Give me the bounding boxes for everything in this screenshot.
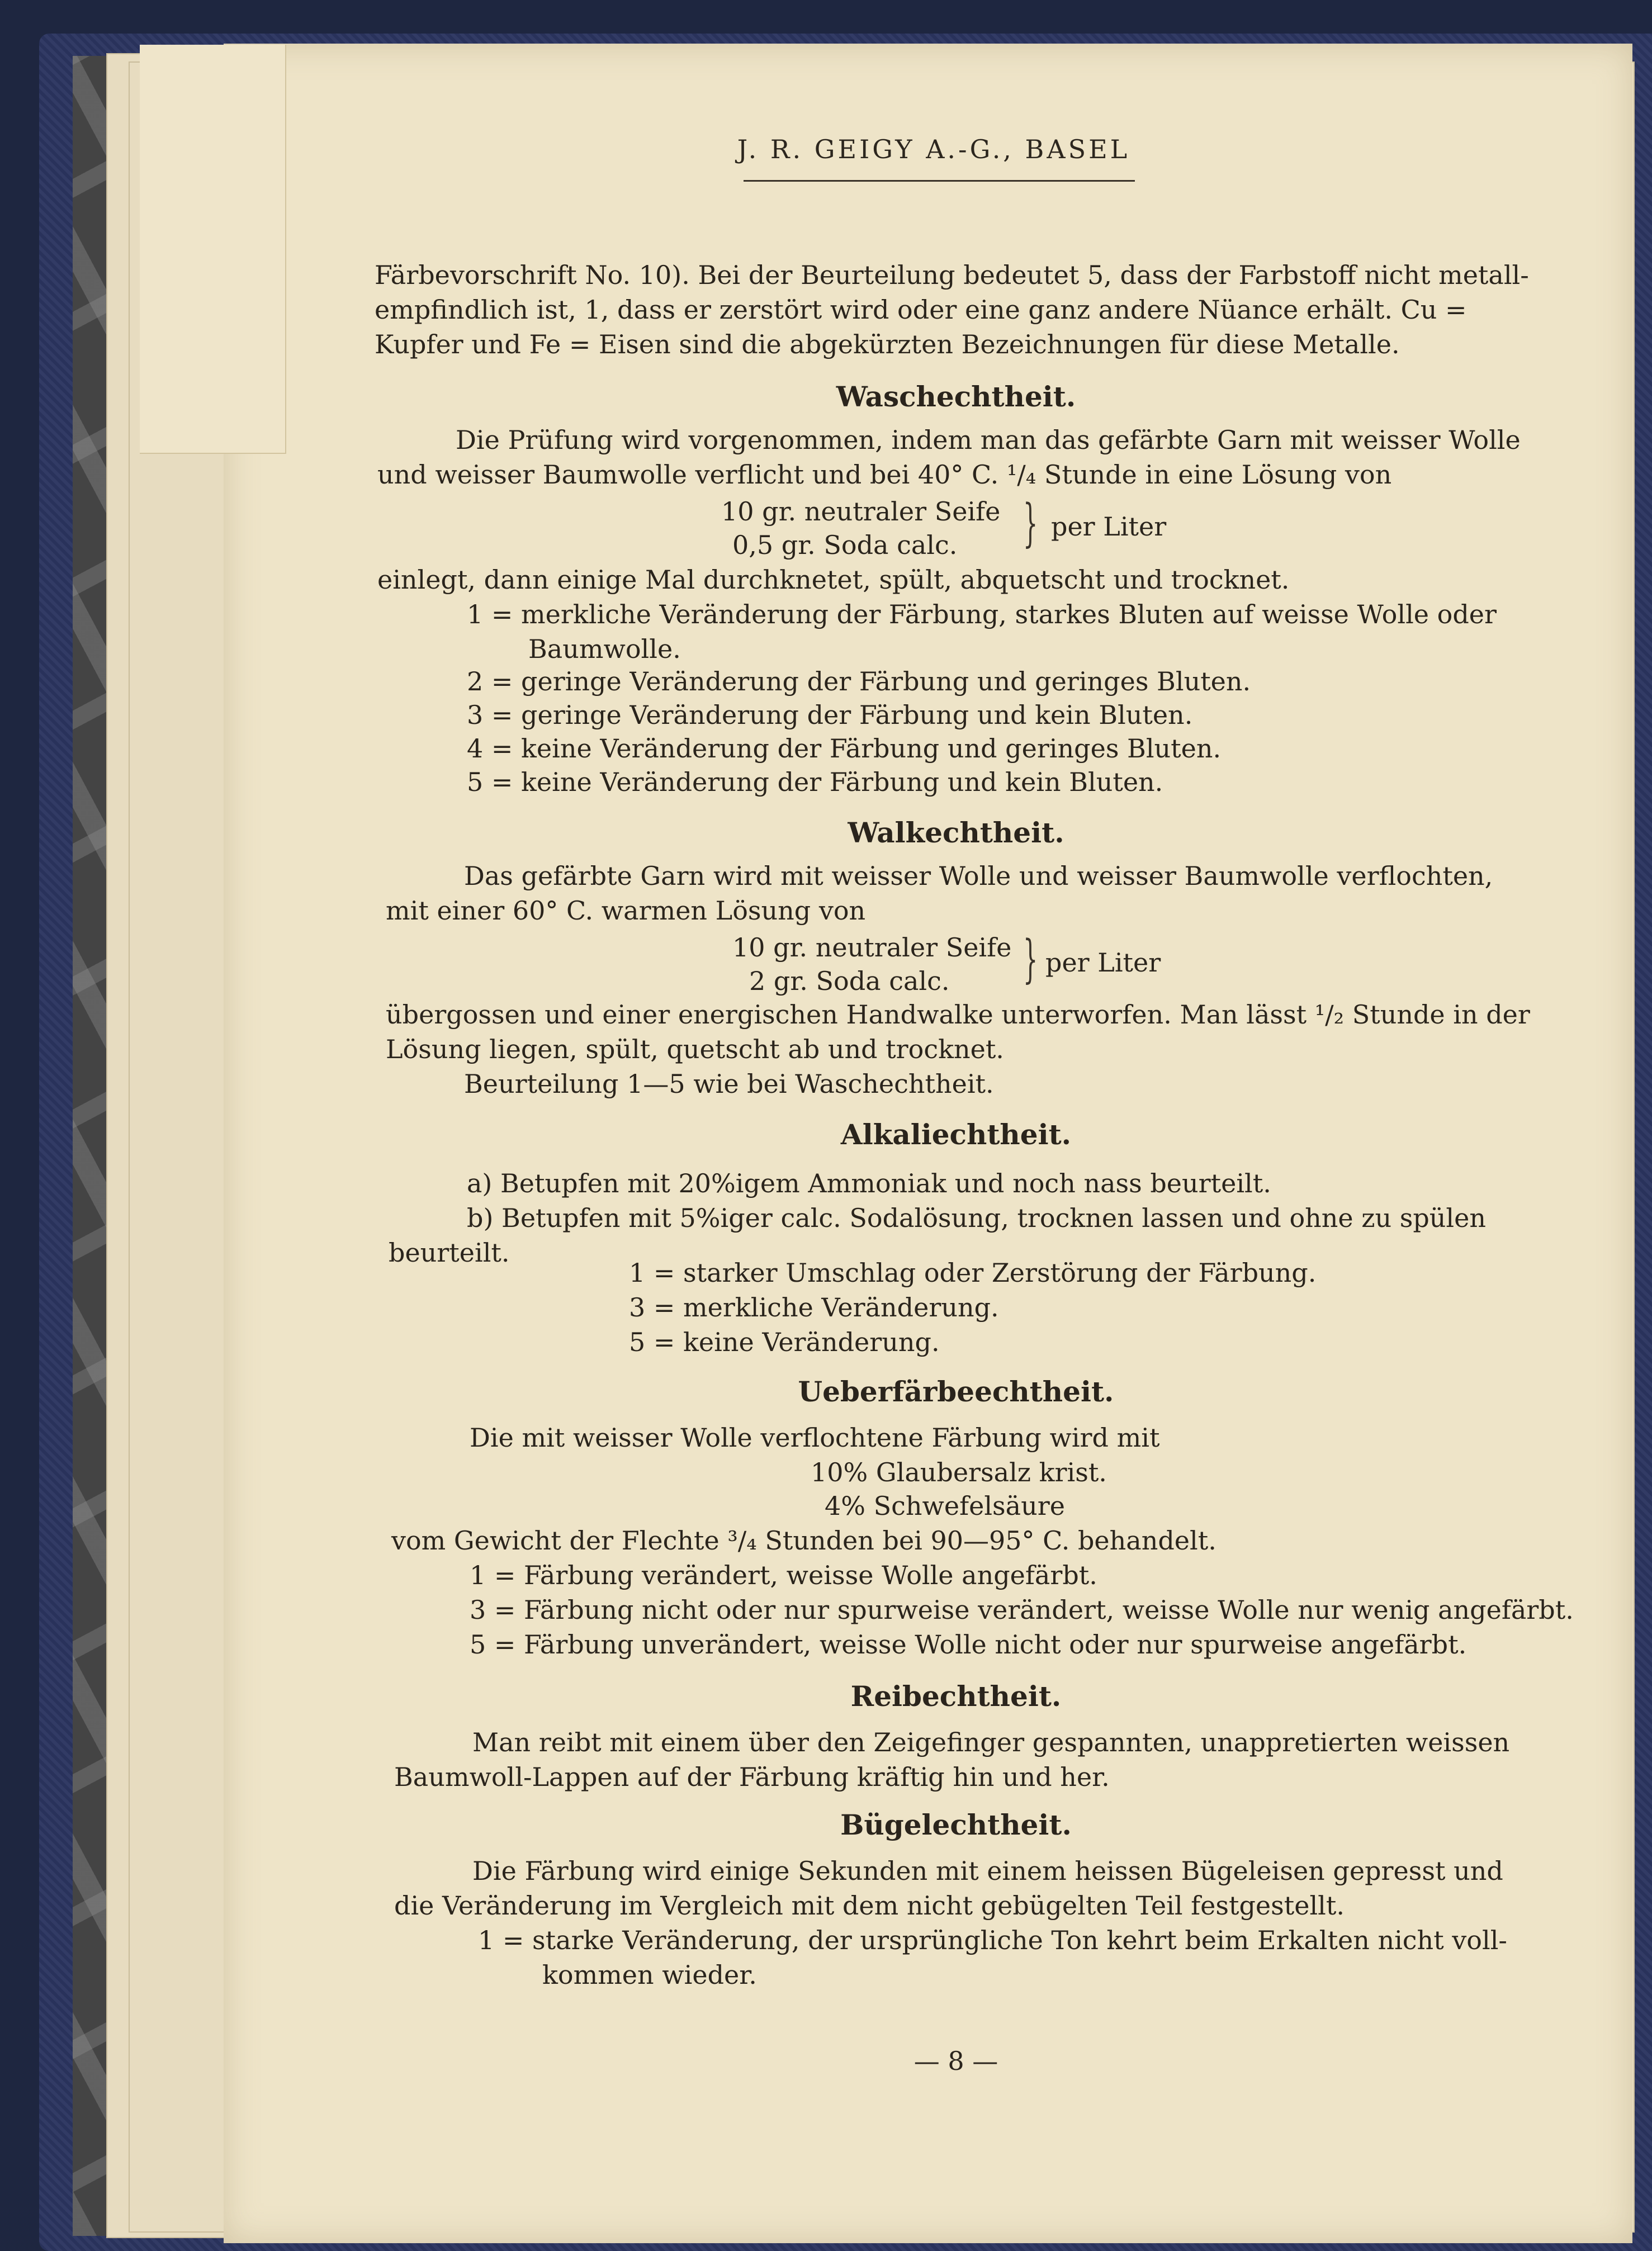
section-heading-reibechtheit: Reibechtheit. [850, 1680, 1062, 1713]
wasch-rating-4: 4 = keine Veränderung der Färbung und geringes Bluten. [467, 733, 1222, 764]
walk-recipe-1: 10 gr. neutraler Seife [732, 932, 1012, 963]
walk-line-2: mit einer 60° C. warmen Lösung von [386, 895, 866, 926]
section-heading-buegelechtheit: Bügelechtheit. [840, 1808, 1072, 1841]
alkali-rating-1: 1 = starker Umschlag oder Zerstörung der Färbung. [629, 1258, 1317, 1288]
intro-line-1: Färbevorschrift No. 10). Bei der Beurteilung bedeutet 5, dass der Farbstoff nicht metall- [375, 260, 1529, 290]
section-heading-ueberfaerbeechtheit: Ueberfärbeechtheit. [798, 1375, 1114, 1408]
section-heading-waschechtheit: Waschechtheit. [836, 380, 1076, 413]
section-heading-walkechtheit: Walkechtheit. [848, 816, 1064, 849]
wasch-per-liter: per Liter [1051, 511, 1167, 542]
reib-line-1: Man reibt mit einem über den Zeigefinger gespannten, unappretierten weissen [472, 1727, 1510, 1757]
ueber-line-1: Die mit weisser Wolle verflochtene Färbung wird mit [470, 1423, 1160, 1453]
intro-line-3: Kupfer und Fe = Eisen sind die abgekürzten Bezeichnungen für diese Metalle. [375, 329, 1400, 359]
walk-line-5: Beurteilung 1—5 wie bei Waschechtheit. [464, 1069, 994, 1099]
wasch-rating-2: 2 = geringe Veränderung der Färbung und geringes Bluten. [467, 666, 1251, 696]
wasch-recipe-1: 10 gr. neutraler Seife [721, 496, 1001, 527]
wasch-line-1: Die Prüfung wird vorgenommen, indem man das gefärbte Garn mit weisser Wolle [456, 425, 1521, 455]
walk-brace: } [1023, 929, 1038, 989]
buegel-line-2: die Veränderung im Vergleich mit dem nicht gebügelten Teil festgestellt. [394, 1890, 1345, 1921]
buegel-rating-1a: 1 = starke Veränderung, der ursprüngliche Ton kehrt beim Erkalten nicht voll- [478, 1925, 1507, 1955]
walk-per-liter: per Liter [1045, 947, 1161, 978]
wasch-line-3: einlegt, dann einige Mal durchknetet, spült, abquetscht und trocknet. [377, 565, 1290, 595]
alkali-rating-3: 3 = merkliche Veränderung. [629, 1292, 999, 1323]
ueber-rating-3: 3 = Färbung nicht oder nur spurweise verändert, weisse Wolle nur wenig angefärbt. [470, 1595, 1574, 1625]
ueber-recipe-1: 10% Glaubersalz krist. [811, 1457, 1107, 1487]
section-heading-alkaliechtheit: Alkaliechtheit. [840, 1118, 1072, 1151]
buegel-rating-1b: kommen wieder. [542, 1960, 757, 1990]
header-rule [744, 180, 1135, 182]
walk-line-4: Lösung liegen, spült, quetscht ab und trocknet. [386, 1034, 1004, 1064]
wasch-rating-3: 3 = geringe Veränderung der Färbung und kein Bluten. [467, 700, 1193, 730]
ueber-rating-1: 1 = Färbung verändert, weisse Wolle angefärbt. [470, 1560, 1097, 1590]
page-header: J. R. GEIGY A.-G., BASEL [737, 134, 1130, 164]
page-tab [140, 45, 286, 454]
wasch-rating-1a: 1 = merkliche Veränderung der Färbung, starkes Bluten auf weisse Wolle oder [467, 599, 1497, 629]
ueber-recipe-2: 4% Schwefelsäure [825, 1491, 1065, 1521]
alkali-line-a: a) Betupfen mit 20%igem Ammoniak und noch nass beurteilt. [467, 1168, 1271, 1198]
reib-line-2: Baumwoll-Lappen auf der Färbung kräftig hin und her. [394, 1762, 1110, 1792]
intro-line-2: empfindlich ist, 1, dass er zerstört wird oder eine ganz andere Nüance erhält. Cu = [375, 295, 1467, 325]
alkali-line-b: b) Betupfen mit 5%iger calc. Sodalösung, trocknen lassen und ohne zu spülen [467, 1203, 1486, 1233]
wasch-rating-5: 5 = keine Veränderung der Färbung und kein Bluten. [467, 767, 1163, 797]
wasch-recipe-2: 0,5 gr. Soda calc. [732, 530, 958, 560]
wasch-brace: } [1023, 493, 1038, 553]
page-number: — 8 — [913, 2046, 998, 2076]
ueber-rating-5: 5 = Färbung unverändert, weisse Wolle nicht oder nur spurweise angefärbt. [470, 1629, 1467, 1660]
walk-recipe-2: 2 gr. Soda calc. [749, 966, 950, 996]
buegel-line-1: Die Färbung wird einige Sekunden mit einem heissen Bügeleisen gepresst und [472, 1856, 1503, 1886]
alkali-line-b2: beurteilt. [389, 1238, 510, 1268]
wasch-rating-1b: Baumwolle. [528, 634, 681, 664]
walk-line-3: übergossen und einer energischen Handwalke unterworfen. Man lässt ¹/₂ Stunde in der [386, 999, 1530, 1030]
alkali-rating-5: 5 = keine Veränderung. [629, 1327, 940, 1357]
ueber-line-2: vom Gewicht der Flechte ³/₄ Stunden bei 90—95° C. behandelt. [391, 1525, 1216, 1556]
walk-line-1: Das gefärbte Garn wird mit weisser Wolle und weisser Baumwolle verflochten, [464, 861, 1493, 891]
wasch-line-2: und weisser Baumwolle verflicht und bei 40° C. ¹/₄ Stunde in eine Lösung von [377, 459, 1392, 490]
